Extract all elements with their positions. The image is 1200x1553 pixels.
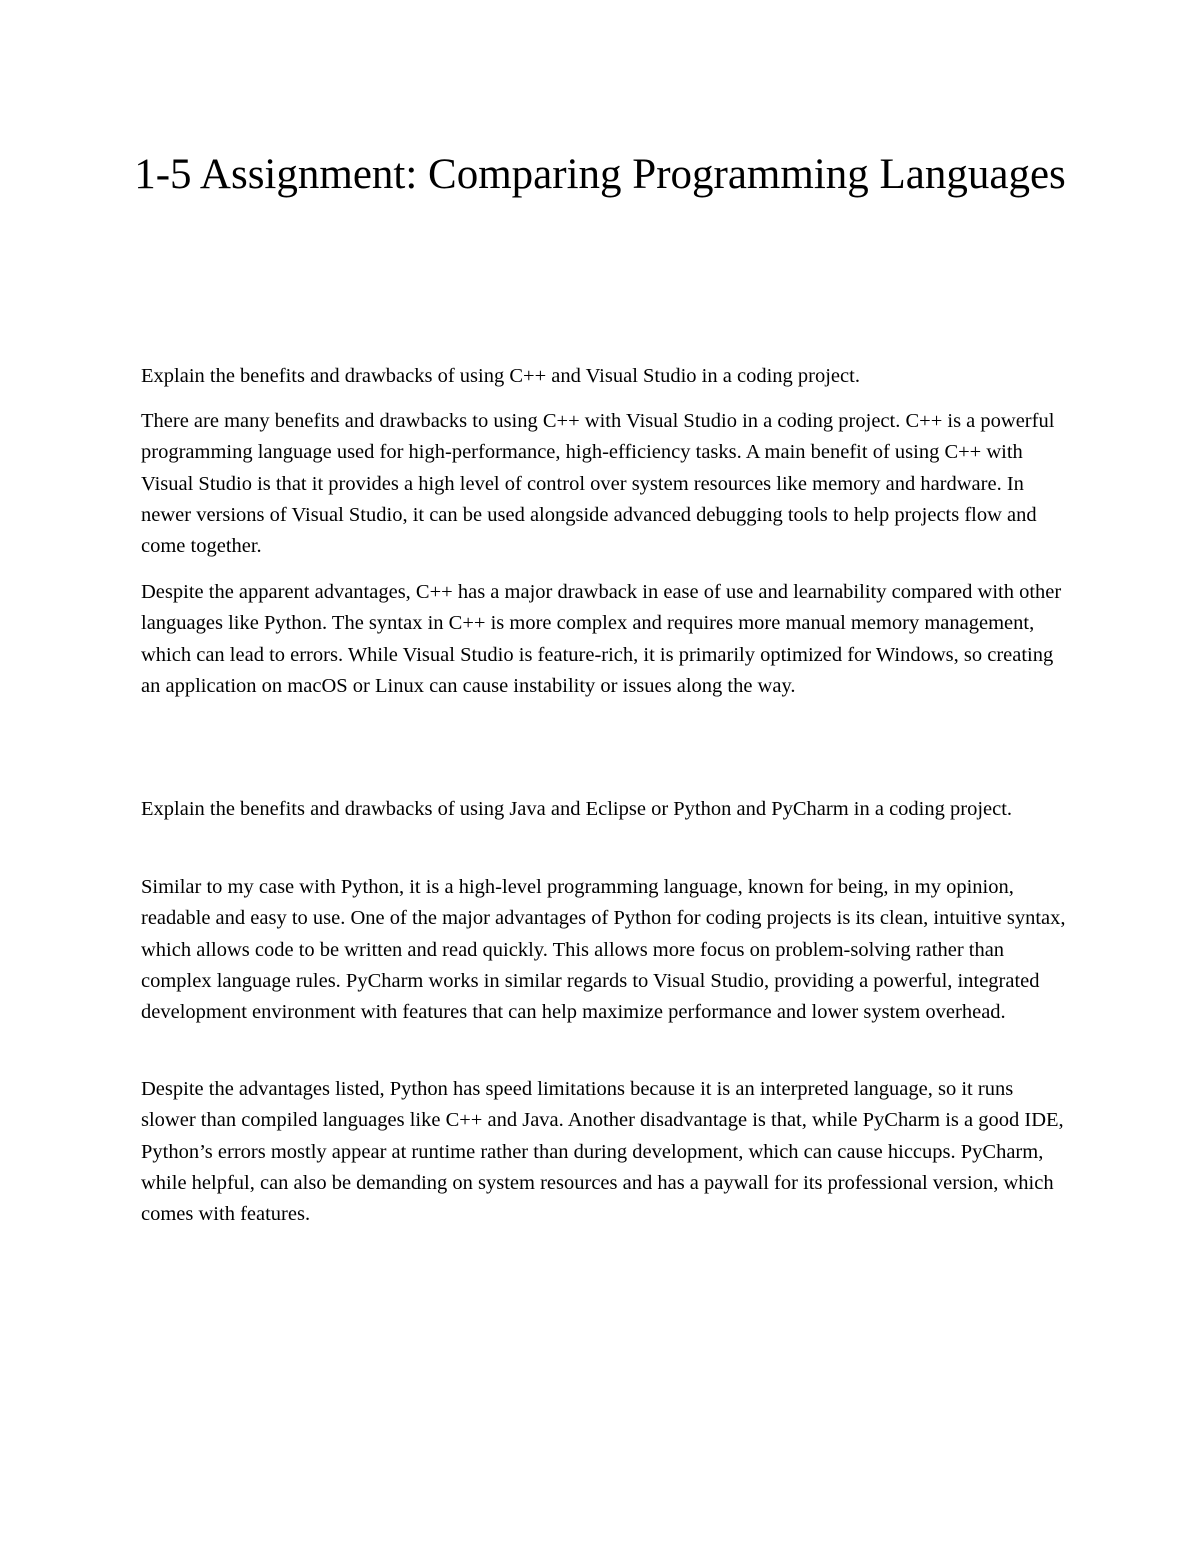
answer-2-paragraph-1: Similar to my case with Python, it is a high-level programming language, known for being, in my opinion, readable and easy to use. One of the major advantages of Python for coding projects is its clean, intuitive syntax, which allows code to be written and read quickly. This allows more focus on problem-solving rather than complex language rules. PyCharm works in similar regards to Visual Studio, providing a powerful, integrated development environment with features that can help maximize performance and lower system overhead. bbox=[141, 876, 1066, 1024]
question-2: Explain the benefits and drawbacks of using Java and Eclipse or Python and PyCharm in a coding project. bbox=[141, 798, 1013, 820]
answer-1-paragraph-2: Despite the apparent advantages, C++ has a major drawback in ease of use and learnability compared with other languages like Python. The syntax in C++ is more complex and requires more manual memory management, which can lead to errors. While Visual Studio is feature-rich, it is primarily optimized for Windows, so creating an application on macOS or Linux can cause instability or issues along the way. bbox=[141, 581, 1062, 697]
answer-2-paragraph-2: Despite the advantages listed, Python has speed limitations because it is an interpreted language, so it runs slower than compiled languages like C++ and Java. Another disadvantage is that, while PyCharm is a good IDE, Python’s errors mostly appear at runtime rather than during development, which can cause hiccups. PyCharm, while helpful, can also be demanding on system resources and has a paywall for its professional version, which comes with features. bbox=[141, 1078, 1064, 1226]
document-title: 1-5 Assignment: Comparing Programming Languages bbox=[134, 151, 1066, 198]
question-1: Explain the benefits and drawbacks of using C++ and Visual Studio in a coding project. bbox=[141, 365, 860, 387]
answer-1-paragraph-1: There are many benefits and drawbacks to using C++ with Visual Studio in a coding project. C++ is a powerful programming language used for high-performance, high-efficiency tasks. A main benefit of using C++ with Visual Studio is that it provides a high level of control over system resources like memory and hardware. In newer versions of Visual Studio, it can be used alongside advanced debugging tools to help projects flow and come together. bbox=[141, 410, 1055, 558]
